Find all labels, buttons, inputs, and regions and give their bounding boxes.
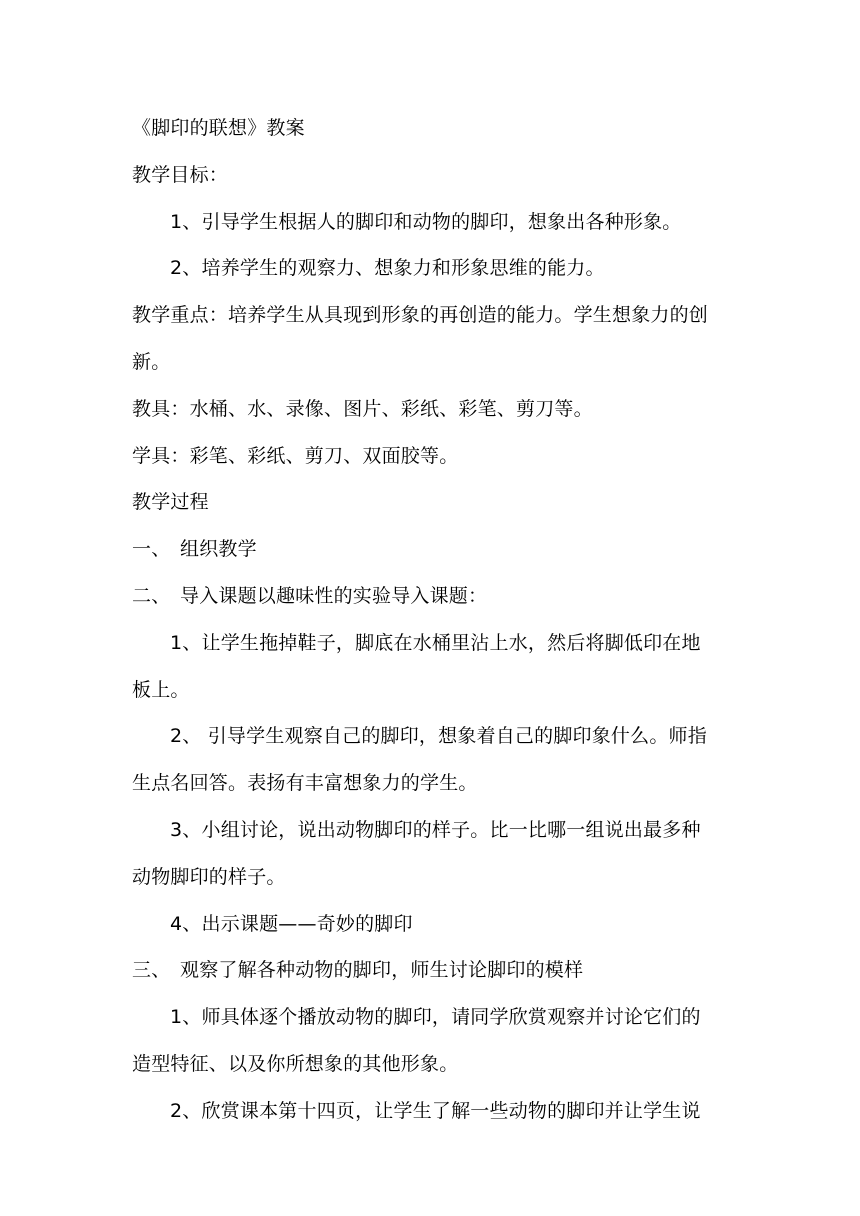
document-title: 《脚印的联想》教案 <box>132 117 305 139</box>
process-step-2-number: 二、 <box>132 584 171 607</box>
student-tools: 学具：彩笔、彩纸、剪刀、双面胶等。 <box>132 444 459 467</box>
teaching-tools: 教具：水桶、水、录像、图片、彩纸、彩笔、剪刀等。 <box>132 397 593 420</box>
step-2-item-1-line-2: 板上。 <box>132 678 190 701</box>
goal-item-2: 2、培养学生的观察力、想象力和形象思维的能力。 <box>170 257 605 280</box>
process-step-1 <box>132 533 732 565</box>
step-2-item-2-line-1: 2、 引导学生观察自己的脚印，想象着自己的脚印象什么。师指 <box>170 725 707 748</box>
process-step-3-text: 观察了解各种动物的脚印，师生讨论脚印的模样 <box>180 959 584 982</box>
key-points-line-1: 教学重点：培养学生从具现到形象的再创造的能力。学生想象力的创 <box>132 304 709 327</box>
step-3-item-1-line-1: 1、师具体逐个播放动物的脚印，请同学欣赏观察并讨论它们的 <box>170 1006 701 1029</box>
step-3-item-2-line-1: 2、欣赏课本第十四页，让学生了解一些动物的脚印并让学生说 <box>170 1099 701 1122</box>
step-2-item-3-line-1: 3、小组讨论，说出动物脚印的样子。比一比哪一组说出最多种 <box>170 818 701 841</box>
step-2-item-1-line-1: 1、让学生拖掉鞋子，脚底在水桶里沾上水，然后将脚低印在地 <box>170 631 701 654</box>
section-heading-process: 教学过程 <box>132 491 209 514</box>
process-step-2-text: 导入课题以趣味性的实验导入课题： <box>180 584 488 607</box>
section-heading-goals: 教学目标： <box>132 163 229 186</box>
document-body <box>132 112 732 1142</box>
goal-item-1: 1、引导学生根据人的脚印和动物的脚印，想象出各种形象。 <box>170 210 682 233</box>
step-2-item-4: 4、出示课题——奇妙的脚印 <box>170 912 413 935</box>
step-2-item-3-line-2: 动物脚印的样子。 <box>132 865 286 888</box>
key-points-line-2: 新。 <box>132 350 171 373</box>
step-2-item-2-line-2: 生点名回答。表扬有丰富想象力的学生。 <box>132 772 478 795</box>
process-step-2 <box>132 580 732 612</box>
process-step-3 <box>132 954 732 986</box>
process-step-1-number: 一、 <box>132 538 171 561</box>
process-step-3-number: 三、 <box>132 959 171 982</box>
step-3-item-1-line-2: 造型特征、以及你所想象的其他形象。 <box>132 1052 459 1075</box>
process-step-1-text: 组织教学 <box>180 538 257 561</box>
